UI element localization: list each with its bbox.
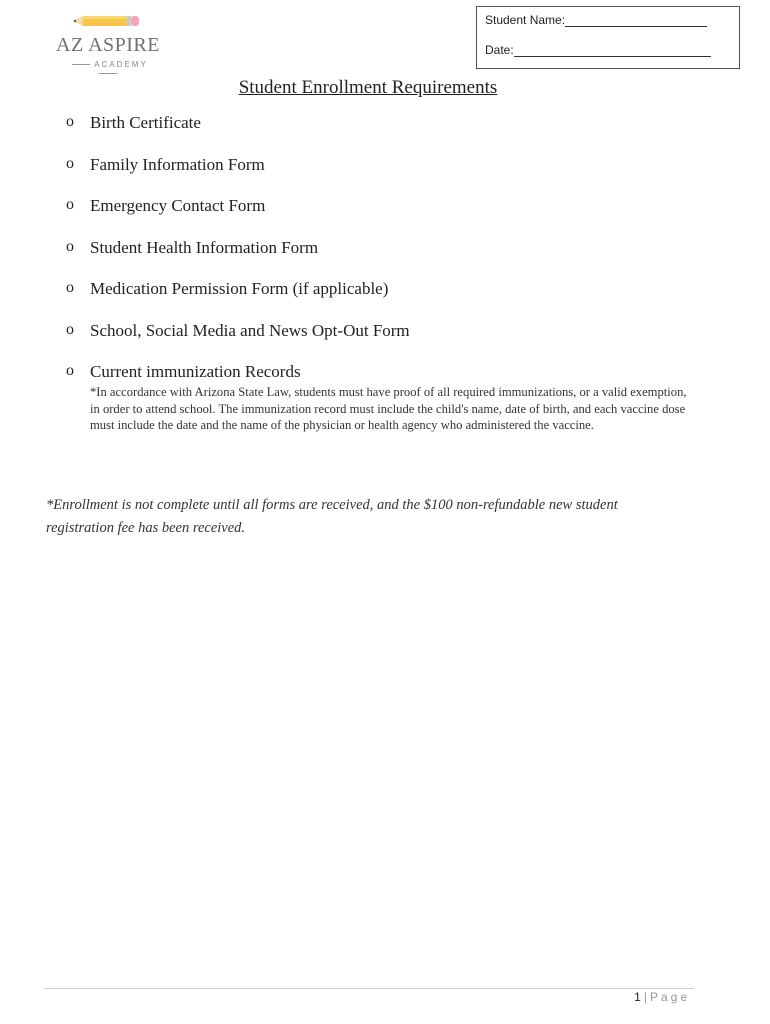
- requirements-list: [66, 113, 706, 432]
- logo-title: AZ ASPIRE: [56, 34, 160, 56]
- date-field[interactable]: [514, 44, 711, 57]
- enrollment-footnote: *Enrollment is not complete until all forms are received, and the $100 non-refundable new student registration fee has been received.: [46, 497, 618, 536]
- bullet-icon: o: [66, 154, 74, 172]
- page-title: Student Enrollment Requirements: [238, 77, 498, 98]
- bullet-icon: o: [66, 362, 74, 379]
- bullet-icon: o: [66, 237, 74, 255]
- list-item: [66, 196, 706, 238]
- page-label: Page: [649, 990, 690, 1004]
- list-item: [66, 279, 706, 321]
- student-info-box: [476, 6, 740, 69]
- list-item: [66, 238, 706, 280]
- page-number: 1: [634, 990, 641, 1004]
- school-logo: [56, 10, 160, 69]
- list-item: [66, 113, 706, 155]
- page-footer: [600, 990, 690, 1004]
- date-row: [485, 43, 711, 57]
- bullet-icon: o: [66, 196, 74, 213]
- list-item: [66, 155, 706, 197]
- logo-subtitle: ACADEMY: [56, 60, 160, 78]
- student-name-field[interactable]: [565, 14, 707, 27]
- pencil-icon: [71, 12, 141, 30]
- footer-divider: [44, 988, 694, 989]
- student-name-row: [485, 13, 707, 27]
- requirement-label: Emergency Contact Form: [90, 196, 266, 215]
- requirement-label: Current immunization Records: [90, 362, 301, 381]
- immunization-note: *In accordance with Arizona State Law, students must have proof of all required immunizations, or a valid exemption, in order to attend school. The immunization record must include the child's name, date of birth, and each vaccine dose must include the date and the name of the physician or health agency who administered the vaccine.: [90, 385, 687, 432]
- student-name-label: Student Name:: [485, 13, 566, 27]
- bullet-icon: o: [66, 320, 74, 338]
- list-item: [66, 321, 706, 363]
- requirement-label: School, Social Media and News Opt-Out Form: [90, 320, 410, 340]
- requirement-label: Family Information Form: [90, 154, 265, 174]
- date-label: Date:: [485, 43, 514, 57]
- requirement-label: Student Health Information Form: [90, 237, 319, 257]
- requirement-label: Birth Certificate: [90, 113, 201, 132]
- list-item: [66, 362, 706, 432]
- bullet-icon: o: [66, 279, 74, 296]
- bullet-icon: o: [66, 113, 74, 130]
- requirement-label: Medication Permission Form (if applicable): [90, 279, 389, 298]
- footer-separator: |: [643, 990, 647, 1004]
